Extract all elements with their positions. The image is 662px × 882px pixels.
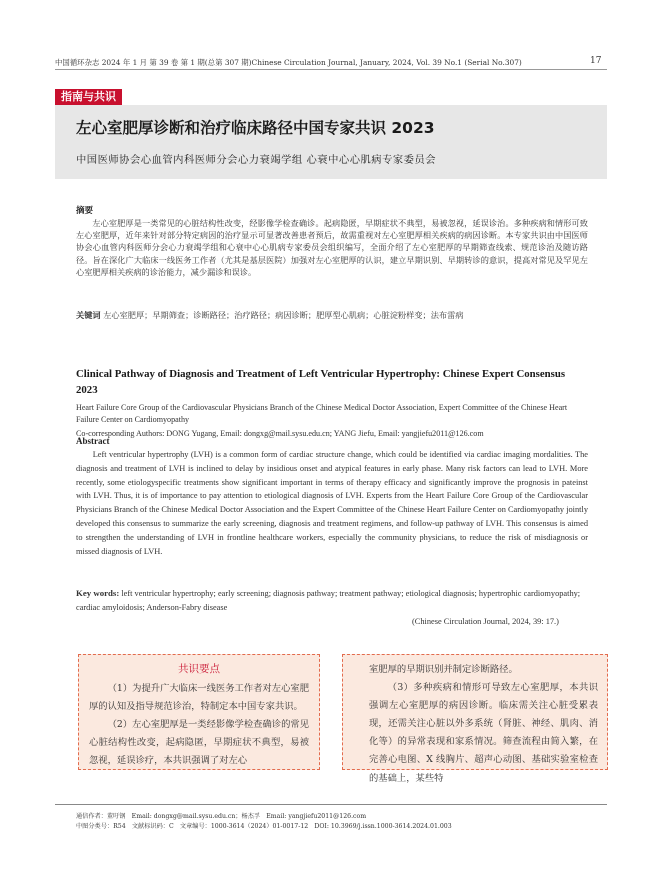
- chinese-keywords-list: 左心室肥厚；早期筛查；诊断路径；治疗路径；病因诊断；肥厚型心肌病；心脏淀粉样变；法布雷病: [103, 310, 464, 320]
- chinese-abstract-body: 左心室肥厚是一类常见的心脏结构性改变，经影像学检查确诊。起病隐匿，早期症状不典型，易被忽视，延误诊治。多种疾病和情形可致左心室肥厚，近年来针对部分特定病因的治疗显示可显著改善患者预后，故需重视对左心室肥厚相关疾病的病因诊断。本专家共识由中国医师协会心血管内科医师分会心力衰竭学组和心衰中心心肌病专家委员会组织编写，全面介绍了左心室肥厚的早期筛查线索、规范诊治及随访路径。旨在深化广大临床一线医务工作者（尤其是基层医院）加强对左心室肥厚的认识，建立早期识别、早期转诊的意识，提高对常见及罕见左心室肥厚相关疾病的诊治能力，减少漏诊和误诊。: [76, 218, 588, 277]
- english-keywords-label: Key words:: [76, 588, 120, 598]
- footer-correspondence: 通信作者：董吁钢 Email: dongxg@mail.sysu.edu.cn；杨杰孚 Email: yangjiefu2011@126.com: [76, 813, 367, 820]
- key-point-3: （3）多种疾病和情形可导致左心室肥厚，本共识强调左心室肥厚的病因诊断。临床需关注心脏受累表现，还需关注心脏以外多系统（肾脏、神经、肌肉、消化等）的异常表现和家系情况。筛查流程由简入繁，在完善心电图、X 线胸片、超声心动图、基础实验室检查的基础上，某些特: [369, 682, 598, 784]
- key-point-1: （1）为提升广大临床一线医务工作者对左心室肥厚的认知及指导规范诊治，特制定本中国专家共识。: [89, 683, 309, 713]
- key-points-box-right: [342, 654, 608, 784]
- corresponding-authors: Co-corresponding Authors: DONG Yugang, Email: dongxg@mail.sysu.edu.cn; YANG Jiefu, Email: yangjiefu2011@126.com: [76, 429, 484, 438]
- chinese-keywords-label: 关键词: [76, 310, 101, 320]
- key-point-2-continued: 室肥厚的早期识别并制定诊断路径。: [369, 664, 518, 675]
- english-keywords: [76, 587, 588, 615]
- english-abstract-body: Left ventricular hypertrophy (LVH) is a common form of cardiac structure change, which could be identified via cardiac imaging mordalities. The diagnosis and treatment of LVH is inclined to delay by insidious onset and atypical features in early phase. Many risk factors can lead to LVH. More recently, some etiologyspecific treatments show significant important in terms of therapy efficacy and significantly improve the prognosis in pateinst with LVH. Thus, it is of importance to pay attention to etiological diagnosis of LVH. Experts from the Heart Failure Core Group of the Cardiovascular Physicians Branch of the Chinese Medical Doctor Association and the Expert Committee of the Chinese Heart Failure Center on Cardiomyopathy jointly developed this consensus to summarize the early screening, diagnosis and treatment regimens, and follow-up pathway of LVH. This consensus is aimed to strengthen the understanding of LVH in frontline healthcare workers, especially the community physicians, to reduce the risk of misdiagnosis or missed diagnosis of LVH.: [76, 450, 588, 556]
- chinese-abstract-heading: 摘要: [76, 206, 94, 216]
- key-points-box-left: [78, 654, 320, 770]
- running-header: 中国循环杂志 2024 年 1 月 第 39 卷 第 1 期(总第 307 期)Chinese Circulation Journal, January, 2024, Vol. 39 No.1 (Serial No.307): [55, 58, 522, 67]
- footer-classification: 中图分类号：R54 文献标识码：C 文章编号：1000-3614（2024）01-0017-12 DOI: 10.3969/j.issn.1000-3614.2024.01.003: [76, 823, 452, 830]
- english-authors: Heart Failure Core Group of the Cardiovascular Physicians Branch of the Chinese Medical Doctor Association, Expert Committee of the Chinese Heart Failure Center on Cardiomyopathy: [76, 403, 568, 424]
- header-divider: [55, 69, 607, 70]
- citation: (Chinese Circulation Journal, 2024, 39: 17.): [412, 617, 559, 626]
- key-points-heading: 共识要点: [178, 663, 220, 675]
- footer-divider: [55, 804, 607, 805]
- page-number: 17: [590, 56, 602, 66]
- section-tag: 指南与共识: [55, 89, 122, 105]
- chinese-authors: 中国医师协会心血管内科医师分会心力衰竭学组 心衰中心心肌病专家委员会: [76, 154, 437, 166]
- english-abstract-heading: Abstract: [76, 436, 110, 446]
- article-title: 左心室肥厚诊断和治疗临床路径中国专家共识 2023: [76, 119, 435, 137]
- english-keywords-list: left ventricular hypertrophy; early screening; diagnosis pathway; treatment pathway; etiological diagnosis; hypertrophic cardiomyopathy; cardiac amyloidosis; Anderson-Fabry disease: [76, 589, 581, 612]
- chinese-keywords: [76, 309, 588, 321]
- key-point-2: （2）左心室肥厚是一类经影像学检查确诊的常见心脏结构性改变，起病隐匿，早期症状不典型，易被忽视，延误诊疗，本共识强调了对左心: [89, 719, 309, 767]
- english-title: Clinical Pathway of Diagnosis and Treatment of Left Ventricular Hypertrophy: Chinese Expert Consensus 2023: [76, 368, 566, 396]
